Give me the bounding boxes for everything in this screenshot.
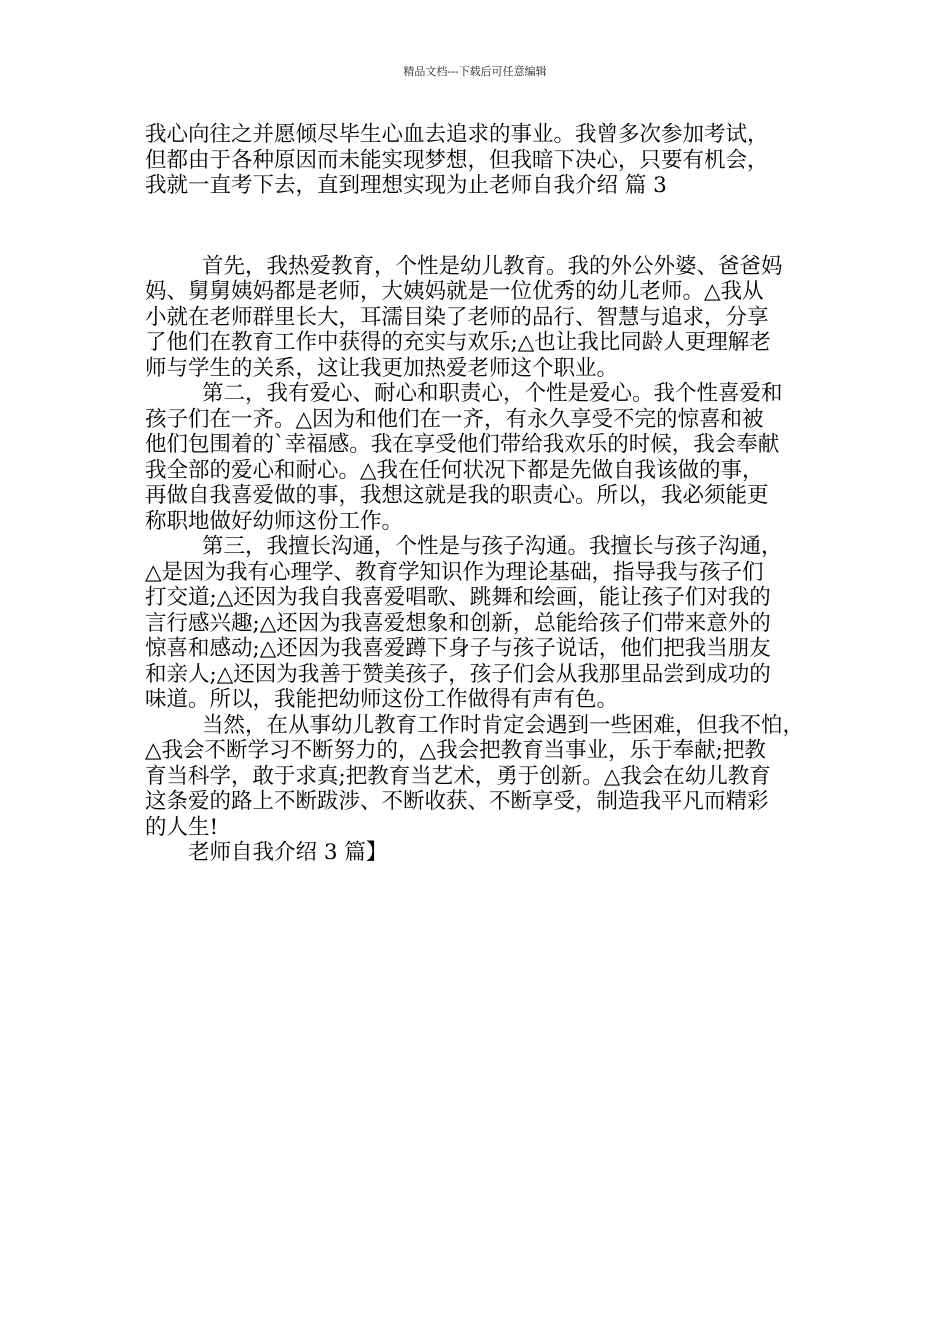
paragraph-1 [145,254,817,382]
text-line: 惊喜和感动;△还因为我喜爱蹲下身子与孩子说话，他们把我当朋友 [145,636,771,661]
paragraph-4 [145,713,817,841]
text-line: 言行感兴趣;△还因为我喜爱想象和创新，总能给孩子们带来意外的 [145,610,771,636]
text-line: 这条爱的路上不断跋涉、不断收获、不断享受，制造我平凡而精彩 [145,789,769,814]
intro-block [145,122,817,199]
text-line: 第二，我有爱心、耐心和职责心，个性是爱心。我个性喜爱和 [202,381,783,406]
text-line: 他们包围着的`幸福感。我在享受他们带给我欢乐的时候，我会奉献 [145,432,780,457]
text-line: 我就一直考下去，直到理想实现为止老师自我介绍 篇 3 [145,173,667,198]
text-line: 我心向往之并愿倾尽毕生心血去追求的事业。我曾多次参加考试， [145,122,769,147]
text-line: 首先，我热爱教育，个性是幼儿教育。我的外公外婆、爸爸妈 [202,253,783,279]
text-line: 小就在老师群里长大，耳濡目染了老师的品行、智慧与追求，分享 [145,304,769,330]
text-line: 的人生! [145,814,219,840]
text-line: 称职地做好幼师这份工作。 [145,508,404,534]
text-line: 第三，我擅长沟通，个性是与孩子沟通。我擅长与孩子沟通， [202,534,783,559]
paragraph-3 [145,534,817,713]
paragraph-2 [145,381,817,534]
text-line: 了他们在教育工作中获得的充实与欢乐;△也让我比同龄人更理解老 [145,330,771,355]
document-body [145,122,817,866]
text-line: 味道。所以，我能把幼师这份工作做得有声有色。 [145,687,619,712]
text-line: 打交道;△还因为我自我喜爱唱歌、跳舞和绘画，能让孩子们对我的 [145,585,771,610]
text-line: 当然，在从事幼儿教育工作时肯定会遇到一些困难，但我不怕， [202,712,805,738]
text-line: 再做自我喜爱做的事，我想这就是我的职责心。所以，我必须能更 [145,483,769,508]
text-line: 妈、舅舅姨妈都是老师，大姨妈就是一位优秀的幼儿老师。△我从 [145,279,764,304]
text-line: 育当科学，敢于求真;把教育当艺术，勇于创新。△我会在幼儿教育 [145,763,771,789]
page-header: 精品文档---下载后可任意编辑 [403,65,547,78]
text-line: 和亲人;△还因为我善于赞美孩子，孩子们会从我那里品尝到成功的 [145,661,771,687]
text-line: 我全部的爱心和耐心。△我在任何状况下都是先做自我该做的事， [145,457,764,483]
text-line: 师与学生的关系，这让我更加热爱老师这个职业。 [145,355,619,381]
closing-line: 老师自我介绍 3 篇】 [188,840,388,865]
spacer [145,199,817,254]
text-line: 但都由于各种原因而未能实现梦想，但我暗下决心，只要有机会， [145,147,769,173]
text-line: △是因为我有心理学、教育学知识作为理论基础，指导我与孩子们 [145,559,764,585]
text-line: 孩子们在一齐。△因为和他们在一齐，有永久享受不完的惊喜和被 [145,406,764,432]
text-line: △我会不断学习不断努力的，△我会把教育当事业，乐于奉献;把教 [145,738,766,763]
